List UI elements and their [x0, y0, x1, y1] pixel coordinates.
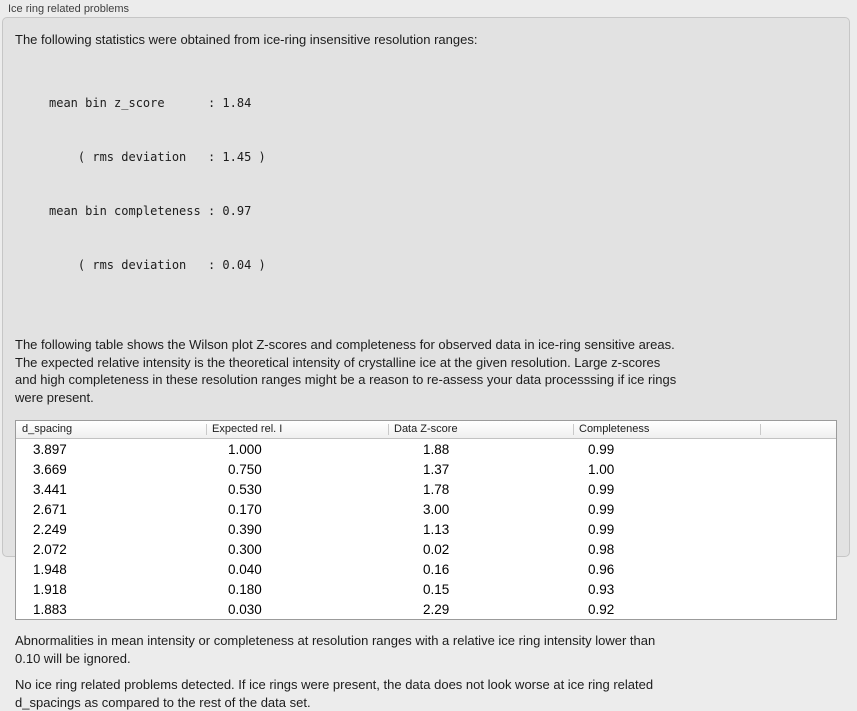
cell-data-z-score: 1.78: [388, 482, 573, 497]
cell-expected-rel-i: 0.180: [206, 582, 388, 597]
cell-data-z-score: 0.15: [388, 582, 573, 597]
table-row[interactable]: [16, 439, 836, 459]
cell-expected-rel-i: 0.390: [206, 522, 388, 537]
cell-completeness: 0.98: [573, 542, 760, 557]
table-header-row: [16, 421, 836, 439]
cell-completeness: 0.93: [573, 582, 760, 597]
description-text: [15, 336, 837, 406]
cell-completeness: 0.99: [573, 482, 760, 497]
cell-completeness: 0.96: [573, 562, 760, 577]
note-ignore-threshold: [15, 632, 837, 667]
table-row[interactable]: [16, 499, 836, 519]
column-header-empty[interactable]: [760, 421, 836, 438]
intro-text: The following statistics were obtained from ice-ring insensitive resolution ranges:: [15, 31, 837, 48]
column-header-expected-rel-i[interactable]: Expected rel. I: [206, 421, 388, 438]
panel-title: Ice ring related problems: [8, 3, 129, 15]
note-line: Abnormalities in mean intensity or completeness at resolution ranges with a relative ice ring intensity lower than: [15, 632, 837, 650]
cell-d-spacing: 1.948: [16, 562, 206, 577]
cell-data-z-score: 2.29: [388, 602, 573, 617]
cell-d-spacing: 1.883: [16, 602, 206, 617]
cell-expected-rel-i: 0.530: [206, 482, 388, 497]
table-row[interactable]: [16, 539, 836, 559]
cell-data-z-score: 0.16: [388, 562, 573, 577]
table-row[interactable]: [16, 559, 836, 579]
description-line: and high completeness in these resolution ranges might be a reason to re-assess your data processsing if ice rings: [15, 371, 837, 389]
cell-data-z-score: 1.88: [388, 442, 573, 457]
table-row[interactable]: [16, 579, 836, 599]
cell-d-spacing: 3.897: [16, 442, 206, 457]
cell-expected-rel-i: 0.170: [206, 502, 388, 517]
cell-data-z-score: 0.02: [388, 542, 573, 557]
note-conclusion: [15, 676, 837, 711]
cell-data-z-score: 1.37: [388, 462, 573, 477]
cell-expected-rel-i: 0.040: [206, 562, 388, 577]
cell-expected-rel-i: 0.030: [206, 602, 388, 617]
cell-d-spacing: 2.249: [16, 522, 206, 537]
cell-d-spacing: 2.072: [16, 542, 206, 557]
column-header-data-z-score[interactable]: Data Z-score: [388, 421, 573, 438]
cell-expected-rel-i: 0.300: [206, 542, 388, 557]
cell-d-spacing: 1.918: [16, 582, 206, 597]
table-row[interactable]: [16, 479, 836, 499]
stat-line-mean-z-score: mean bin z_score : 1.84: [49, 94, 837, 112]
column-header-d-spacing[interactable]: d_spacing: [16, 421, 206, 438]
cell-completeness: 0.99: [573, 502, 760, 517]
table-row[interactable]: [16, 599, 836, 619]
cell-completeness: 0.99: [573, 442, 760, 457]
description-line: The following table shows the Wilson plot Z-scores and completeness for observed data in ice-ring sensitive areas.: [15, 336, 837, 354]
cell-data-z-score: 3.00: [388, 502, 573, 517]
description-line: The expected relative intensity is the theoretical intensity of crystalline ice at the given resolution. Large z-scores: [15, 354, 837, 372]
cell-d-spacing: 3.441: [16, 482, 206, 497]
note-line: No ice ring related problems detected. If ice rings were present, the data does not look worse at ice ring related: [15, 676, 837, 694]
cell-data-z-score: 1.13: [388, 522, 573, 537]
stat-line-completeness-rms-deviation: ( rms deviation : 0.04 ): [49, 256, 837, 274]
table-row[interactable]: [16, 459, 836, 479]
stats-block: [49, 58, 837, 310]
cell-expected-rel-i: 0.750: [206, 462, 388, 477]
column-header-completeness[interactable]: Completeness: [573, 421, 760, 438]
cell-completeness: 0.99: [573, 522, 760, 537]
table-row[interactable]: [16, 519, 836, 539]
stat-line-z-rms-deviation: ( rms deviation : 1.45 ): [49, 148, 837, 166]
cell-d-spacing: 2.671: [16, 502, 206, 517]
note-line: 0.10 will be ignored.: [15, 650, 837, 668]
ice-ring-groupbox: [2, 17, 850, 557]
cell-d-spacing: 3.669: [16, 462, 206, 477]
cell-completeness: 0.92: [573, 602, 760, 617]
cell-expected-rel-i: 1.000: [206, 442, 388, 457]
ice-ring-table: [15, 420, 837, 620]
description-line: were present.: [15, 389, 837, 407]
stat-line-mean-completeness: mean bin completeness : 0.97: [49, 202, 837, 220]
cell-completeness: 1.00: [573, 462, 760, 477]
note-line: d_spacings as compared to the rest of the data set.: [15, 694, 837, 711]
